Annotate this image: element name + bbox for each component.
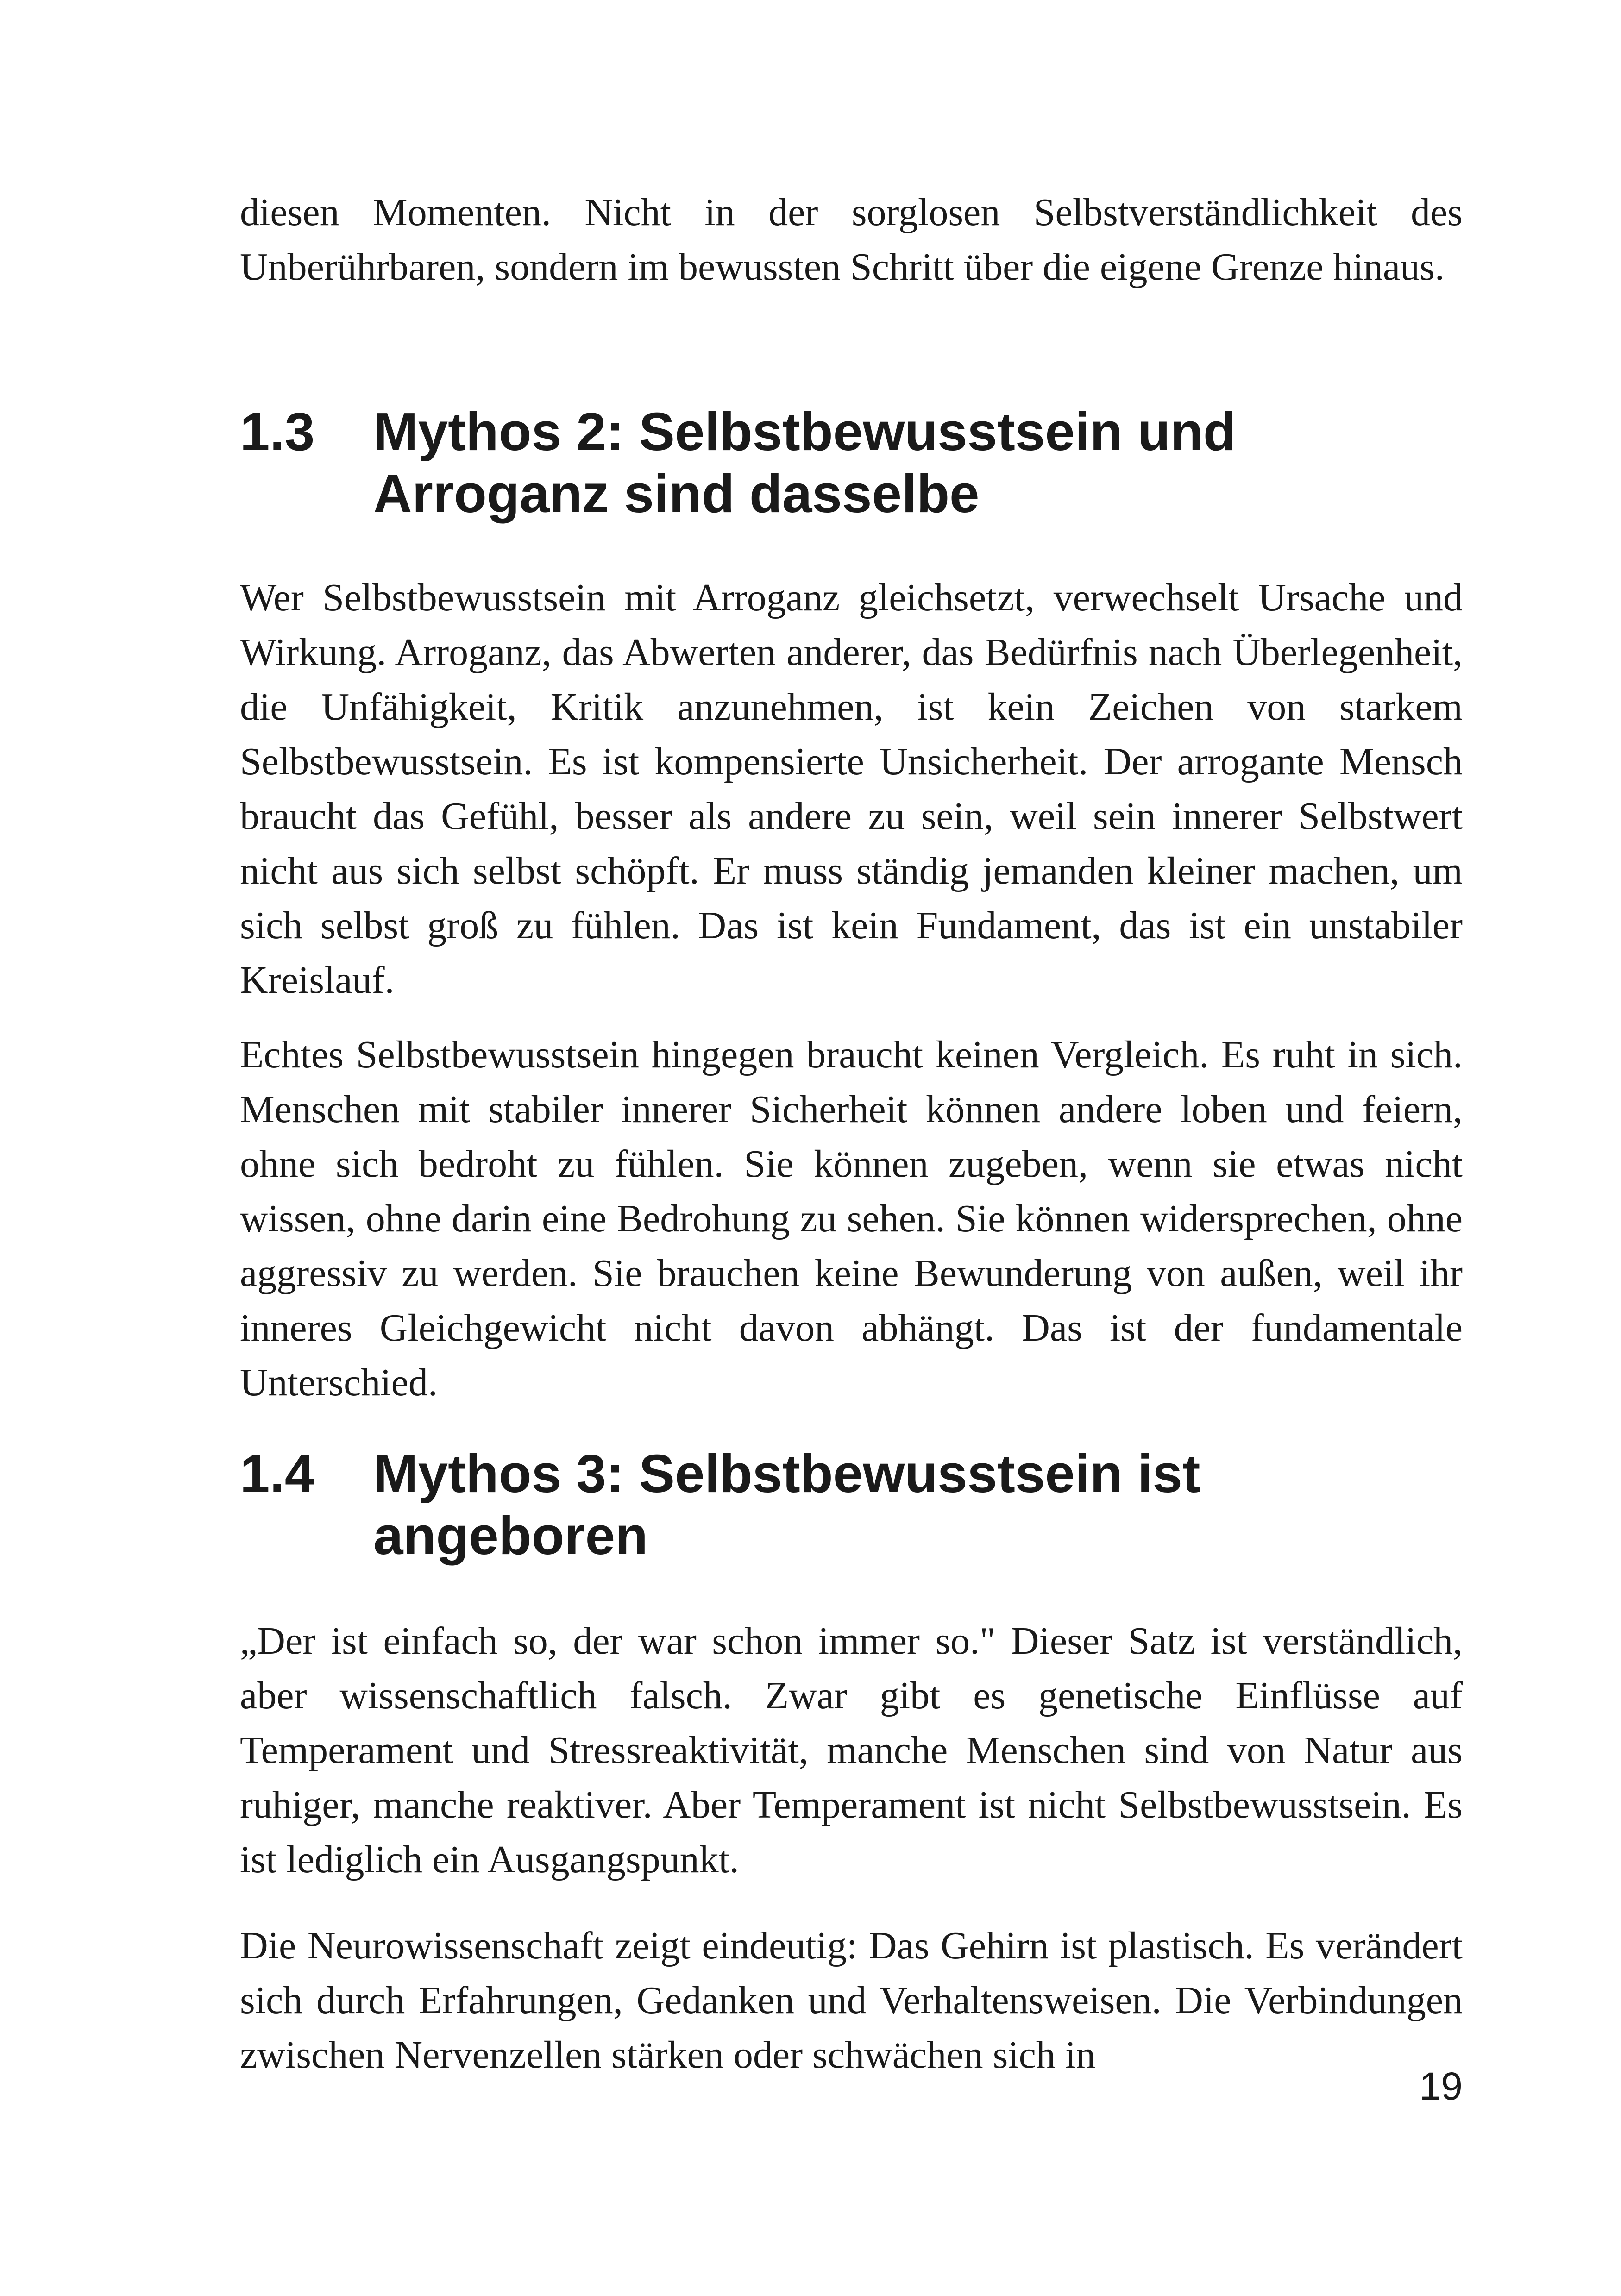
section-title: Mythos 2: Selbstbewusstsein und Arroganz sind dasselbe	[373, 401, 1236, 524]
body-paragraph: Wer Selbstbewusstsein mit Arroganz gleichsetzt, verwechselt Ursache und Wirkung. Arroganz, das Abwerten anderer, das Bedürfnis nach Überlegenheit, die Unfähigkeit, Kritik anzunehmen, ist kein Zeichen von starkem Selbstbewusstsein. Es ist kompensierte Unsicherheit. Der arrogante Mensch braucht das Gefühl, besser als andere zu sein, weil sein innerer Selbstwert nicht aus sich selbst schöpft. Er muss ständig jemanden kleiner machen, um sich selbst groß zu fühlen. Das ist kein Fundament, das ist ein unstabiler Kreislauf.	[240, 576, 1463, 1002]
section-number: 1.4	[240, 1443, 315, 1504]
section-1-4-body-2	[240, 1919, 1463, 2083]
section-1-3-body-2	[240, 1028, 1463, 1410]
section-title: Mythos 3: Selbstbewusstsein ist angeboren	[373, 1443, 1200, 1566]
intro-paragraph-block	[240, 185, 1463, 295]
section-number: 1.3	[240, 401, 315, 462]
body-paragraph: „Der ist einfach so, der war schon immer so." Dieser Satz ist verständlich, aber wissenschaftlich falsch. Zwar gibt es genetische Einflüsse auf Temperament und Stressreaktivität, manche Menschen sind von Natur aus ruhiger, manche reaktiver. Aber Temperament ist nicht Selbstbewusstsein. Es ist lediglich ein Ausgangspunkt.	[240, 1619, 1463, 1881]
section-1-4-body	[240, 1614, 1463, 1887]
body-paragraph: Die Neurowissenschaft zeigt eindeutig: Das Gehirn ist plastisch. Es verändert sich durch Erfahrungen, Gedanken und Verhaltensweisen. Die Verbindungen zwischen Nervenzellen stärken oder schwächen sich in	[240, 1924, 1463, 2076]
body-paragraph: Echtes Selbstbewusstsein hingegen braucht keinen Vergleich. Es ruht in sich. Menschen mit stabiler innerer Sicherheit können andere loben und feiern, ohne sich bedroht zu fühlen. Sie können zugeben, wenn sie etwas nicht wissen, ohne darin eine Bedrohung zu sehen. Sie können widersprechen, ohne aggressiv zu werden. Sie brauchen keine Bewunderung von außen, weil ihr inneres Gleichgewicht nicht davon abhängt. Das ist der fundamentale Unterschied.	[240, 1033, 1463, 1404]
intro-paragraph: diesen Momenten. Nicht in der sorglosen Selbstverständlichkeit des Unberührbaren, sondern im bewussten Schritt über die eigene Grenze hinaus.	[240, 191, 1463, 289]
section-1-3-body	[240, 571, 1463, 1008]
page-number: 19	[1419, 2064, 1463, 2108]
